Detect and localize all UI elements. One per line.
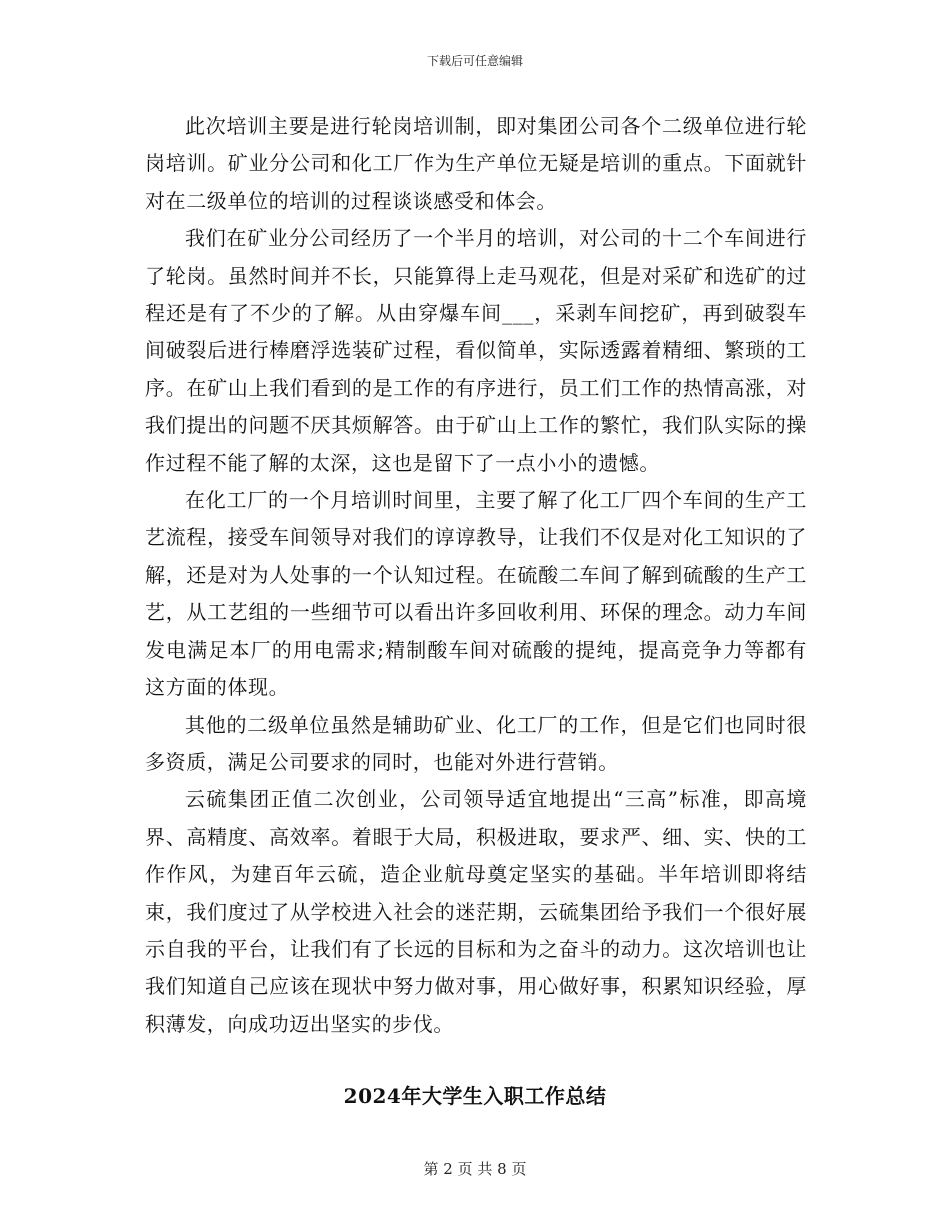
- paragraph-chemical-plant: 在化工厂的一个月培训时间里，主要了解了化工厂四个车间的生产工艺流程，接受车间领导对我们的谆谆教导，让我们不仅是对化工知识的了解，还是对为人处事的一个认知过程。在硫酸二车间了解到硫酸的生产工艺，从工艺组的一些细节可以看出许多回收利用、环保的理念。动力车间发电满足本厂的用电需求;精制酸车间对硫酸的提纯，提高竞争力等都有这方面的体现。: [145, 488, 807, 700]
- paragraph-mining-branch: 我们在矿业分公司经历了一个半月的培训，对公司的十二个车间进行了轮岗。虽然时间并不长，只能算得上走马观花，但是对采矿和选矿的过程还是有了不少的了解。从由穿爆车间___，采剥车间挖矿，再到破裂车间破裂后进行棒磨浮选装矿过程，看似简单，实际透露着精细、繁琐的工序。在矿山上我们看到的是工作的有序进行，员工们工作的热情高涨，对我们提出的问题不厌其烦解答。由于矿山上工作的繁忙，我们队实际的操作过程不能了解的太深，这也是留下了一点小小的遗憾。: [145, 226, 807, 475]
- paragraph-conclusion: 云硫集团正值二次创业，公司领导适宜地提出“三高”标准，即高境界、高精度、高效率。着眼于大局，积极进取，要求严、细、实、快的工作作风，为建百年云硫，造企业航母奠定坚实的基础。半年培训即将结束，我们度过了从学校进入社会的迷茫期，云硫集团给予我们一个很好展示自我的平台，让我们有了长远的目标和为之奋斗的动力。这次培训也让我们知道自己应该在现状中努力做对事，用心做好事，积累知识经验，厚积薄发，向成功迈出坚实的步伐。: [145, 787, 807, 1036]
- paragraph-training-overview: 此次培训主要是进行轮岗培训制，即对集团公司各个二级单位进行轮岗培训。矿业分公司和化工厂作为生产单位无疑是培训的重点。下面就针对在二级单位的培训的过程谈谈感受和体会。: [145, 114, 807, 213]
- document-body: [145, 108, 807, 1043]
- page-header: 下载后可任意编辑: [426, 54, 523, 68]
- paragraph-other-units: 其他的二级单位虽然是辅助矿业、化工厂的工作，但是它们也同时很多资质，满足公司要求的同时，也能对外进行营销。: [145, 712, 807, 774]
- section-title: 2024年大学生入职工作总结: [343, 1084, 607, 1108]
- page-number: 第 2 页 共 8 页: [423, 1160, 527, 1178]
